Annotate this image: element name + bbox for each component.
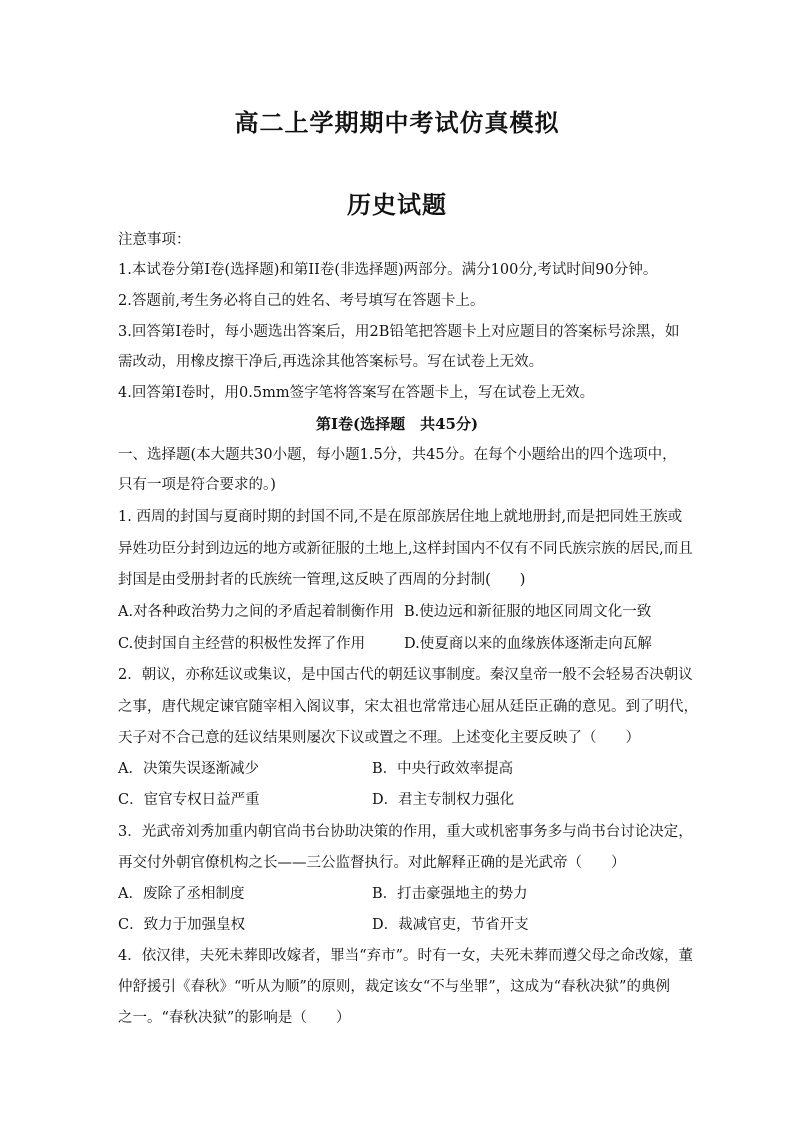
- section-intro: 只有一项是符合要求的。): [118, 477, 276, 493]
- section-intro: 一、选择题(本大题共30小题，每小题1.5分，共45分。在每个小题给出的四个选项中，: [118, 447, 677, 463]
- notice-item: 需改动，用橡皮擦干净后,再选涂其他答案标号。写在试卷上无效。: [118, 354, 544, 370]
- question-1-option-a: A.对各种政治势力之间的矛盾起着制衡作用: [118, 604, 395, 620]
- question-1-option-d: D.使夏商以来的血缘族体逐渐走向瓦解: [404, 636, 652, 652]
- page-subtitle: 历史试题: [347, 190, 447, 219]
- question-3-option-a: A．废除了丞相制度: [118, 886, 245, 902]
- question-1-text: 封国是由受册封者的氏族统一管理,这反映了西周的分封制( ): [118, 572, 526, 588]
- question-1-option-b: B.使边远和新征服的地区同周文化一致: [404, 604, 652, 620]
- question-1-text: 1. 西周的封国与夏商时期的封国不同,不是在原部族居住地上就地册封,而是把同姓王族或: [118, 509, 683, 525]
- question-2-text: 之事，唐代规定谏官随宰相入阁议事，宋太祖也常常违心屈从廷臣正确的意见。到了明代，: [118, 699, 698, 715]
- section-heading: 第Ⅰ卷(选择题 共45分): [315, 415, 479, 433]
- notice-heading: 注意事项：: [118, 232, 191, 248]
- question-2-text: 2．朝议，亦称廷议或集议，是中国古代的朝廷议事制度。秦汉皇帝一般不会轻易否决朝议: [118, 667, 693, 683]
- question-2-option-d: D．君主专制权力强化: [372, 792, 515, 808]
- question-2-option-b: B．中央行政效率提高: [372, 761, 514, 777]
- notice-item: 2.答题前,考生务必将自己的姓名、考号填写在答题卡上。: [118, 293, 485, 309]
- page-title: 高二上学期期中考试仿真模拟: [234, 108, 560, 137]
- notice-item: 4.回答第Ⅰ卷时，用0.5mm签字笔将答案写在答题卡上，写在试卷上无效。: [118, 385, 595, 401]
- notice-item: 1.本试卷分第Ⅰ卷(选择题)和第II卷(非选择题)两部分。满分100分,考试时间90分钟。: [118, 262, 658, 278]
- question-3-text: 3．光武帝刘秀加重内朝官尚书台协助决策的作用，重大或机密事务多与尚书台讨论决定，: [118, 824, 693, 840]
- notice-item: 3.回答第Ⅰ卷时，每小题选出答案后，用2B铅笔把答题卡上对应题目的答案标号涂黑，如: [118, 324, 680, 340]
- question-3-option-c: C．致力于加强皇权: [118, 917, 246, 933]
- question-1-option-c: C.使封国自主经营的积极性发挥了作用: [118, 636, 366, 652]
- question-3-text: 再交付外朝官僚机构之长——三公监督执行。对此解释正确的是光武帝（ ）: [118, 855, 626, 871]
- question-2-option-c: C．宦官专权日益严重: [118, 792, 260, 808]
- question-4-text: 仲舒援引《春秋》“听从为顺”的原则，裁定该女“不与坐罪”，这成为“春秋决狱”的典例: [118, 979, 670, 995]
- question-2-option-a: A．决策失误逐渐减少: [118, 761, 259, 777]
- question-2-text: 天子对不合己意的廷议结果则屡次下议或置之不理。上述变化主要反映了（ ）: [118, 730, 640, 746]
- question-4-text: 4．依汉律，夫死未葬即改嫁者，罪当“弃市”。时有一女，夫死未葬而遵父母之命改嫁，董: [118, 948, 694, 964]
- question-3-option-d: D．裁减官吏，节省开支: [372, 917, 529, 933]
- question-3-option-b: B．打击豪强地主的势力: [372, 886, 528, 902]
- question-4-text: 之一。“春秋决狱”的影响是（ ）: [118, 1010, 351, 1026]
- question-1-text: 异姓功臣分封到边远的地方或新征服的土地上,这样封国内不仅有不同氏族宗族的居民,而且: [118, 541, 693, 557]
